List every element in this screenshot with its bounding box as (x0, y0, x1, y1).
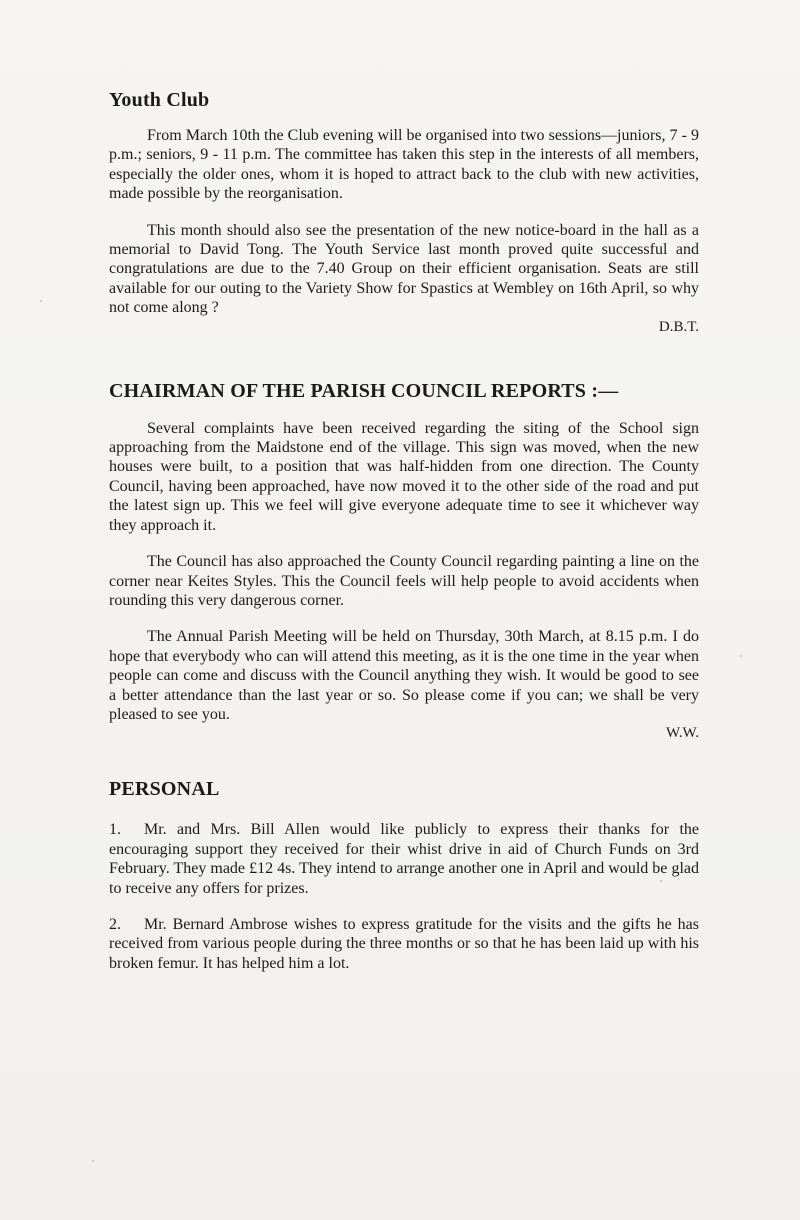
youth-club-signature: D.B.T. (658, 318, 699, 335)
personal-item-2 (109, 915, 699, 973)
article-column (109, 88, 699, 973)
chairman-section (109, 379, 699, 744)
chairman-heading: CHAIRMAN OF THE PARISH COUNCIL REPORTS :— (109, 379, 619, 402)
youth-club-heading: Youth Club (109, 89, 210, 111)
personal-item-text: Mr. and Mrs. Bill Allen would like publicly to express their thanks for the encouraging support they received for their whist drive in aid of Church Funds on 3rd February. They made £12 4s. They intend to arrange another one in April and would be glad to receive any offers for prizes. (109, 821, 699, 897)
youth-club-paragraph-1: From March 10th the Club evening will be organised into two sessions—juniors, 7 - 9 p.m.; seniors, 9 - 11 p.m. The committee has taken this step in the interests of all members, especially the older ones, whom it is hoped to attract back to the club with new activities, made possible by the reorganisation. (109, 127, 699, 203)
chairman-paragraph-1: Several complaints have been received regarding the siting of the School sign approaching from the Maidstone end of the village. This sign was moved, when the new houses were built, to a position that was half-hidden from one direction. The County Council, having been approached, have now moved it to the other side of the road and put the latest sign up. This we feel will give everyone adequate time to see it whichever way they approach it. (109, 419, 699, 534)
paper-speck (40, 300, 42, 302)
chairman-paragraph-2: The Council has also approached the County Council regarding painting a line on the corner near Keites Styles. This the Council feels will help people to avoid accidents when rounding this very dangerous corner. (109, 553, 699, 609)
personal-item-text: Mr. Bernard Ambrose wishes to express gratitude for the visits and the gifts he has received from various people during the three months or so that he has been laid up with his broken femur. It has helped him a lot. (109, 915, 699, 972)
personal-item-number: 2. (109, 915, 121, 933)
personal-section (109, 777, 699, 973)
personal-item-1 (109, 820, 699, 898)
chairman-signature: W.W. (665, 725, 699, 742)
chairman-paragraph-3: The Annual Parish Meeting will be held on Thursday, 30th March, at 8.15 p.m. I do hope that everybody who can will attend this meeting, as it is the one time in the year when people can come and discuss with the Council anything they wish. It would be good to see a better attendance than the last year or so. So please come if you can; we shall be very pleased to see you. (109, 628, 699, 723)
personal-item-number: 1. (109, 821, 121, 839)
youth-club-section (109, 88, 699, 337)
youth-club-paragraph-2: This month should also see the presentation of the new notice-board in the hall as a memorial to David Tong. The Youth Service last month proved quite successful and congratulations are due to the 7.40 Group on their efficient organisation. Seats are still available for our outing to the Variety Show for Spastics at Wembley on 16th April, so why not come along ? (109, 221, 699, 317)
paper-speck (740, 655, 742, 657)
personal-heading: PERSONAL (109, 778, 220, 801)
paper-speck (92, 1160, 94, 1162)
